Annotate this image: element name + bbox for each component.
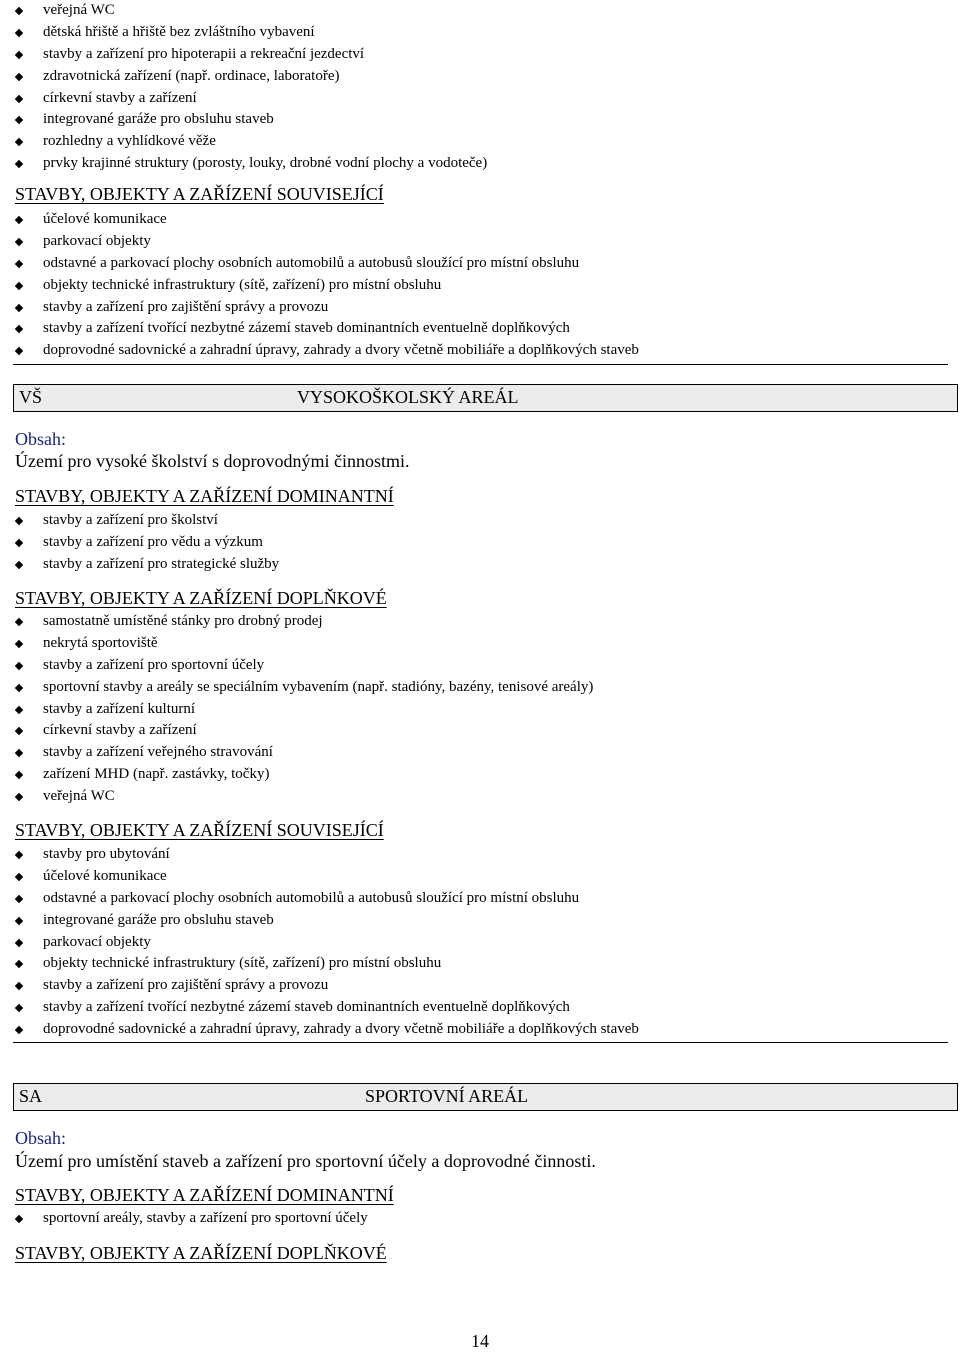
list-item-text: dětská hřiště a hřiště bez zvláštního vybavení <box>43 23 315 40</box>
list-item <box>0 109 960 131</box>
list-item-text: objekty technické infrastruktury (sítě, zařízení) pro místní obsluhu <box>43 276 442 293</box>
heading-doplnkove-sa: STAVBY, OBJEKTY A ZAŘÍZENÍ DOPLŇKOVÉ <box>15 1243 387 1263</box>
heading-souvisejici-vs: STAVBY, OBJEKTY A ZAŘÍZENÍ SOUVISEJÍCÍ <box>15 820 384 840</box>
diamond-bullet-icon <box>15 561 23 569</box>
page-number: 14 <box>471 1331 489 1351</box>
section-divider-2 <box>13 1042 948 1043</box>
list-item-text: stavby a zařízení pro sportovní účely <box>43 656 265 673</box>
list-item-text: sportovní stavby a areály se speciálním vybavením (např. stadióny, bazény, tenisové areály) <box>43 678 594 695</box>
list-item-text: stavby a zařízení veřejného stravování <box>43 744 273 761</box>
diamond-bullet-icon <box>15 873 23 881</box>
list-item-text: účelové komunikace <box>43 211 167 227</box>
diamond-bullet-icon <box>15 73 23 81</box>
list-item <box>0 66 960 88</box>
diamond-bullet-icon <box>15 517 23 525</box>
list-item-text: církevní stavby a zařízení <box>43 89 197 106</box>
diamond-bullet-icon <box>15 304 23 312</box>
list-item-text: stavby a zařízení tvořící nezbytné zázemí staveb dominantních eventuelně doplňkových <box>43 999 570 1016</box>
list-item-text: veřejná WC <box>43 788 115 805</box>
list-item <box>0 786 960 808</box>
diamond-bullet-icon <box>15 29 23 37</box>
list-item-text: zdravotnická zařízení (např. ordinace, laboratoře) <box>43 67 340 84</box>
diamond-bullet-icon <box>15 982 23 990</box>
list-item <box>0 720 960 742</box>
diamond-bullet-icon <box>15 640 23 648</box>
heading-dominantni-vs: STAVBY, OBJEKTY A ZAŘÍZENÍ DOMINANTNÍ <box>15 486 394 506</box>
diamond-bullet-icon <box>15 1004 23 1012</box>
list-souvisejici-vs <box>0 844 960 1041</box>
list-item-text: stavby a zařízení pro strategické služby <box>43 555 280 572</box>
list-item <box>0 953 960 975</box>
list-item <box>0 1019 960 1041</box>
list-item <box>0 677 960 699</box>
list-item <box>0 44 960 66</box>
diamond-bullet-icon <box>15 160 23 168</box>
list-item <box>0 844 960 866</box>
diamond-bullet-icon <box>15 1215 23 1223</box>
list-item <box>0 22 960 44</box>
section-code: SA <box>19 1086 43 1106</box>
list-item-text: prvky krajinné struktury (porosty, louky, drobné vodní plochy a vodoteče) <box>43 155 488 172</box>
list-item <box>0 318 960 340</box>
list-item <box>0 866 960 888</box>
list-item <box>0 699 960 721</box>
obsah-label: Obsah: <box>15 429 66 449</box>
heading-souvisejici-1: STAVBY, OBJEKTY A ZAŘÍZENÍ SOUVISEJÍCÍ <box>15 184 384 204</box>
diamond-bullet-icon <box>15 684 23 692</box>
list-item <box>0 554 960 576</box>
list-item <box>0 888 960 910</box>
list-item-text: parkovací objekty <box>43 933 151 950</box>
list-item-text: rozhledny a vyhlídkové věže <box>43 133 216 150</box>
list-item <box>0 0 960 22</box>
list-item <box>0 611 960 633</box>
list-item-text: veřejná WC <box>43 2 115 18</box>
list-item <box>0 1208 960 1230</box>
list-item <box>0 153 960 175</box>
heading-dominantni-sa: STAVBY, OBJEKTY A ZAŘÍZENÍ DOMINANTNÍ <box>15 1185 394 1205</box>
list-item <box>0 633 960 655</box>
list-item-text: nekrytá sportoviště <box>43 634 158 651</box>
diamond-bullet-icon <box>15 727 23 735</box>
section-box-sa <box>13 1083 958 1111</box>
diamond-bullet-icon <box>15 260 23 268</box>
list-dominantni-vs <box>0 510 960 576</box>
diamond-bullet-icon <box>15 749 23 757</box>
diamond-bullet-icon <box>15 1026 23 1034</box>
diamond-bullet-icon <box>15 116 23 124</box>
list-item-text: církevní stavby a zařízení <box>43 722 197 739</box>
diamond-bullet-icon <box>15 917 23 925</box>
section-divider-1 <box>13 364 948 365</box>
list-item <box>0 231 960 253</box>
obsah-label: Obsah: <box>15 1128 66 1148</box>
list-item <box>0 997 960 1019</box>
diamond-bullet-icon <box>15 325 23 333</box>
section-code: VŠ <box>19 387 43 407</box>
diamond-bullet-icon <box>15 960 23 968</box>
list-item-text: stavby a zařízení kulturní <box>43 700 196 717</box>
list-item <box>0 275 960 297</box>
list-souvisejici-1 <box>0 209 960 362</box>
list-item <box>0 297 960 319</box>
list-item-text: samostatně umístěné stánky pro drobný prodej <box>43 613 323 629</box>
list-top <box>0 0 960 175</box>
list-item <box>0 209 960 231</box>
diamond-bullet-icon <box>15 793 23 801</box>
list-item-text: doprovodné sadovnické a zahradní úpravy, zahrady a dvory včetně mobiliáře a doplňkových staveb <box>43 342 639 359</box>
diamond-bullet-icon <box>15 851 23 859</box>
list-item-text: objekty technické infrastruktury (sítě, zařízení) pro místní obsluhu <box>43 955 442 972</box>
diamond-bullet-icon <box>15 895 23 903</box>
list-doplnkove-vs <box>0 611 960 808</box>
list-item <box>0 932 960 954</box>
section-box-vs <box>13 384 958 412</box>
list-item <box>0 764 960 786</box>
diamond-bullet-icon <box>15 939 23 947</box>
list-item-text: stavby a zařízení pro zajištění správy a provozu <box>43 977 329 994</box>
diamond-bullet-icon <box>15 539 23 547</box>
section-title: SPORTOVNÍ AREÁL <box>365 1086 529 1106</box>
list-item-text: odstavné a parkovací plochy osobních automobilů a autobusů sloužící pro místní obsluhu <box>43 889 580 906</box>
list-item-text: parkovací objekty <box>43 232 151 249</box>
list-item <box>0 131 960 153</box>
list-item-text: stavby a zařízení pro školství <box>43 512 218 528</box>
diamond-bullet-icon <box>15 7 23 15</box>
list-item <box>0 510 960 532</box>
section-title: VYSOKOŠKOLSKÝ AREÁL <box>297 387 519 407</box>
obsah-text: Území pro vysoké školství s doprovodnými činnostmi. <box>15 451 410 471</box>
list-item-text: stavby a zařízení tvořící nezbytné zázemí staveb dominantních eventuelně doplňkových <box>43 320 570 337</box>
diamond-bullet-icon <box>15 138 23 146</box>
list-item-text: stavby a zařízení pro hipoterapii a rekreační jezdectví <box>43 45 365 62</box>
diamond-bullet-icon <box>15 662 23 670</box>
obsah-text: Území pro umístění staveb a zařízení pro sportovní účely a doprovodné činnosti. <box>15 1151 596 1171</box>
list-item <box>0 975 960 997</box>
diamond-bullet-icon <box>15 771 23 779</box>
diamond-bullet-icon <box>15 282 23 290</box>
diamond-bullet-icon <box>15 347 23 355</box>
diamond-bullet-icon <box>15 216 23 224</box>
list-item <box>0 655 960 677</box>
list-item-text: integrované garáže pro obsluhu staveb <box>43 111 274 128</box>
list-item-text: stavby a zařízení pro zajištění správy a provozu <box>43 298 329 315</box>
list-dominantni-sa <box>0 1208 960 1230</box>
diamond-bullet-icon <box>15 95 23 103</box>
list-item <box>0 910 960 932</box>
list-item-text: stavby a zařízení pro vědu a výzkum <box>43 533 263 550</box>
diamond-bullet-icon <box>15 706 23 714</box>
list-item <box>0 253 960 275</box>
list-item <box>0 742 960 764</box>
list-item-text: zařízení MHD (např. zastávky, točky) <box>43 766 270 783</box>
diamond-bullet-icon <box>15 51 23 59</box>
list-item <box>0 532 960 554</box>
list-item-text: účelové komunikace <box>43 867 167 884</box>
list-item-text: integrované garáže pro obsluhu staveb <box>43 911 274 928</box>
diamond-bullet-icon <box>15 618 23 626</box>
diamond-bullet-icon <box>15 238 23 246</box>
list-item-text: sportovní areály, stavby a zařízení pro sportovní účely <box>43 1210 368 1226</box>
heading-doplnkove-vs: STAVBY, OBJEKTY A ZAŘÍZENÍ DOPLŇKOVÉ <box>15 588 387 608</box>
list-item <box>0 340 960 362</box>
list-item-text: odstavné a parkovací plochy osobních automobilů a autobusů sloužící pro místní obsluhu <box>43 254 580 271</box>
list-item-text: doprovodné sadovnické a zahradní úpravy, zahrady a dvory včetně mobiliáře a doplňkových staveb <box>43 1021 639 1038</box>
list-item <box>0 88 960 110</box>
list-item-text: stavby pro ubytování <box>43 846 170 862</box>
